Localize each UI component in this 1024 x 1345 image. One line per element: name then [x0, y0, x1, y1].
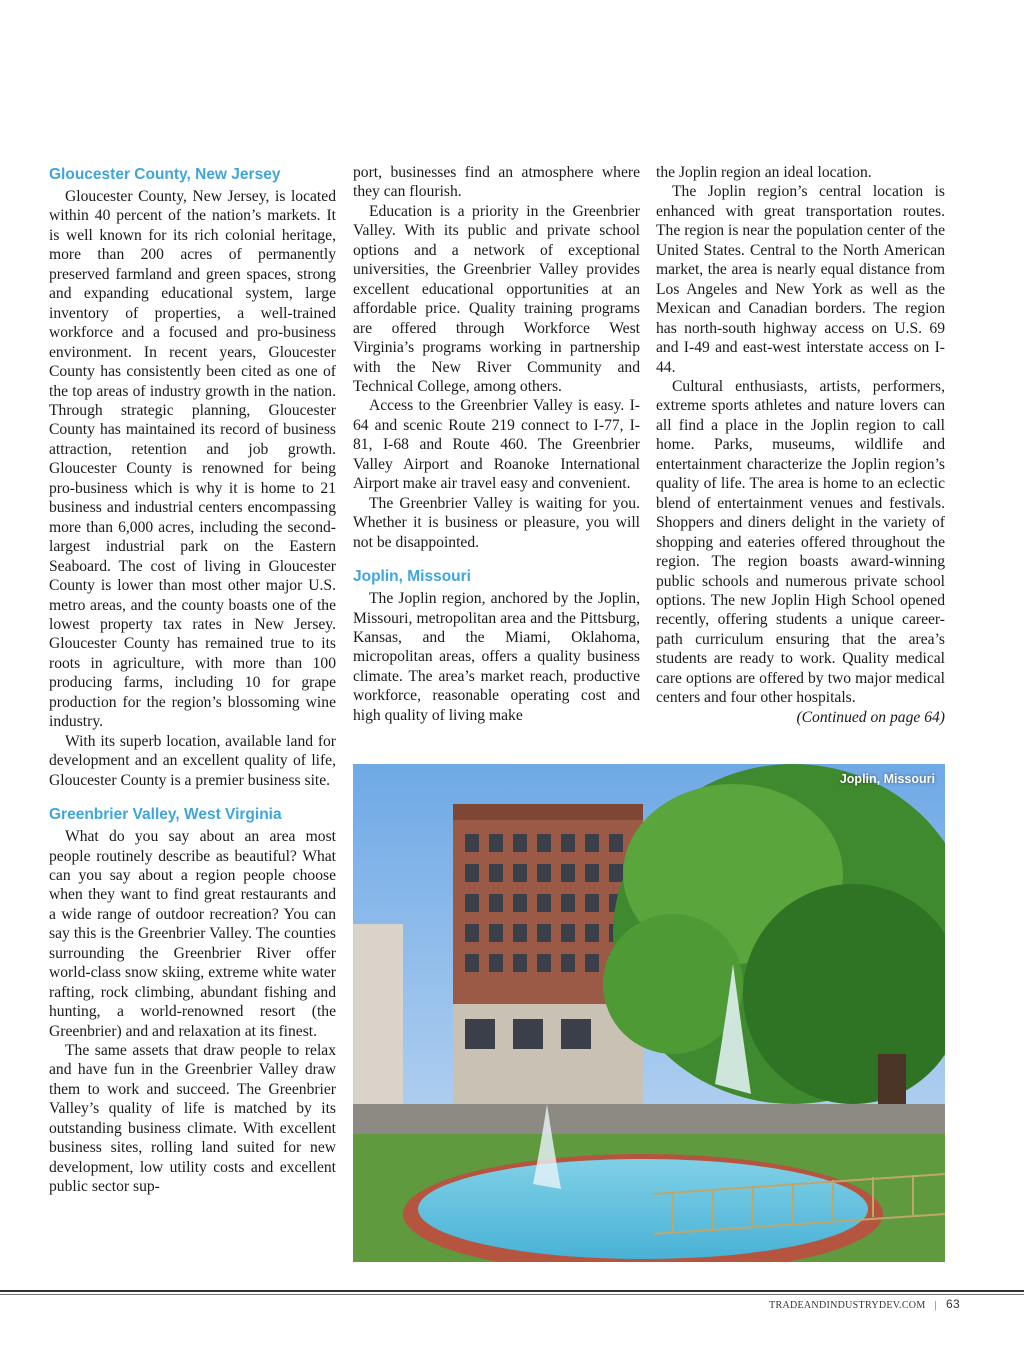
column-1	[49, 163, 336, 1197]
heading-gloucester-county: Gloucester County, New Jersey	[49, 166, 281, 183]
paragraph: The Greenbrier Valley is waiting for you. Whether it is business or pleasure, you will not be disappointed.	[353, 494, 640, 551]
column-3	[656, 163, 945, 727]
paragraph: Cultural enthusiasts, artists, performers, extreme sports athletes and nature lovers can all find a place in the Joplin region to call home. Parks, museums, wildlife and entertainment characterize the Joplin region’s quality of life. The area is home to an eclectic blend of entertainment venues and festivals. Shoppers and diners delight in the variety of shopping and eateries offered throughout the region. The region boasts award-winning public schools and numerous private school options. The new Joplin High School opened recently, offering students a unique career-path curriculum ensuring that the area’s students are ready to work. Quality medical care options are offered by two major medical centers and four other hospitals.	[656, 377, 945, 707]
paragraph: Gloucester County, New Jersey, is located within 40 percent of the nation’s markets. It is well known for its rich colonial heritage, more than 200 acres of permanently preserved farmland and green spaces, strong and expanding educational system, large inventory of properties, a well-trained workforce and a focused and pro-business environment. In recent years, Gloucester County has consistently been cited as one of the top areas of industry growth in the nation. Through strategic planning, Gloucester County has maintained its record of business attraction, retention and job growth. Gloucester County is renowned for being pro-business which is why it is home to 21 business and industrial centers encompassing more than 6,000 acres, including the second-largest industrial park on the Eastern Seaboard. The cost of living in Gloucester County is lower than most other major U.S. metro areas, and the county boasts one of the lowest property tax rates in New Jersey. Gloucester County has remained true to its roots in agriculture, with more than 100 producing farms, including 10 for grape production for the region’s blossoming wine industry.	[49, 188, 336, 731]
column-2	[353, 163, 640, 725]
footer-separator: |	[934, 1299, 938, 1311]
paragraph: The Joplin region, anchored by the Joplin, Missouri, metropolitan area and the Pittsburg, Kansas, and the Miami, Oklahoma, micropolitan areas, offers a quality business climate. The area’s market reach, productive workforce, reasonable operating cost and high quality of living make	[353, 590, 640, 724]
paragraph: The same assets that draw people to relax and have fun in the Greenbrier Valley draw them to work and succeed. The Greenbrier Valley’s quality of life is matched by its outstanding business climate. With excellent business sites, rolling land suited for new development, low utility costs and excellent public sector sup-	[49, 1042, 336, 1196]
footer-rule-thin	[0, 1294, 1024, 1295]
footer-rule	[0, 1290, 1024, 1292]
heading-joplin-missouri: Joplin, Missouri	[353, 568, 471, 586]
paragraph: the Joplin region an ideal location.	[656, 164, 872, 181]
page-footer	[769, 1297, 960, 1311]
photo-caption: Joplin, Missouri	[839, 772, 935, 786]
paragraph: port, businesses find an atmosphere where they can flourish.	[353, 164, 640, 201]
paragraph: Access to the Greenbrier Valley is easy. I-64 and scenic Route 219 connect to I-77, I-81, I-68 and Route 460. The Greenbrier Valley Airport and Roanoke International Airport make air travel easy and convenient.	[353, 397, 640, 493]
joplin-photo	[353, 764, 945, 1262]
paragraph: What do you say about an area most people routinely describe as beautiful? What can you say about a region people choose when they want to find great restaurants and a wide range of outdoor recreation? You can say this is the Greenbrier Valley. The counties surrounding the Greenbrier River offer world-class snow skiing, extreme white water rafting, rock climbing, abundant fishing and hunting, a world-renowned resort (the Greenbrier) and and relaxation at its finest.	[49, 828, 336, 1040]
page-number: 63	[946, 1297, 960, 1311]
paragraph: Education is a priority in the Greenbrier Valley. With its public and private school options and a network of exceptional universities, the Greenbrier Valley provides excellent educational opportunities at an affordable price. Quality training programs are offered through Workforce West Virginia’s programs working in partnership with the New River Community and Technical College, among others.	[353, 202, 640, 395]
heading-greenbrier-valley: Greenbrier Valley, West Virginia	[49, 806, 282, 824]
continued-note: (Continued on page 64)	[796, 708, 945, 726]
paragraph: With its superb location, available land for development and an excellent quality of life, Gloucester County is a premier business site.	[49, 732, 336, 789]
joplin-photo-illustration	[353, 764, 945, 1262]
paragraph: The Joplin region’s central location is enhanced with great transportation routes. The region is near the population center of the United States. Central to the North American market, the area is nearly equal distance from Los Angeles and New York as well as the Mexican and Canadian borders. The region has north-south highway access on U.S. 69 and I-49 and east-west interstate access on I-44.	[656, 183, 945, 376]
footer-site: TRADEANDINDUSTRYDEV.COM	[769, 1300, 926, 1311]
